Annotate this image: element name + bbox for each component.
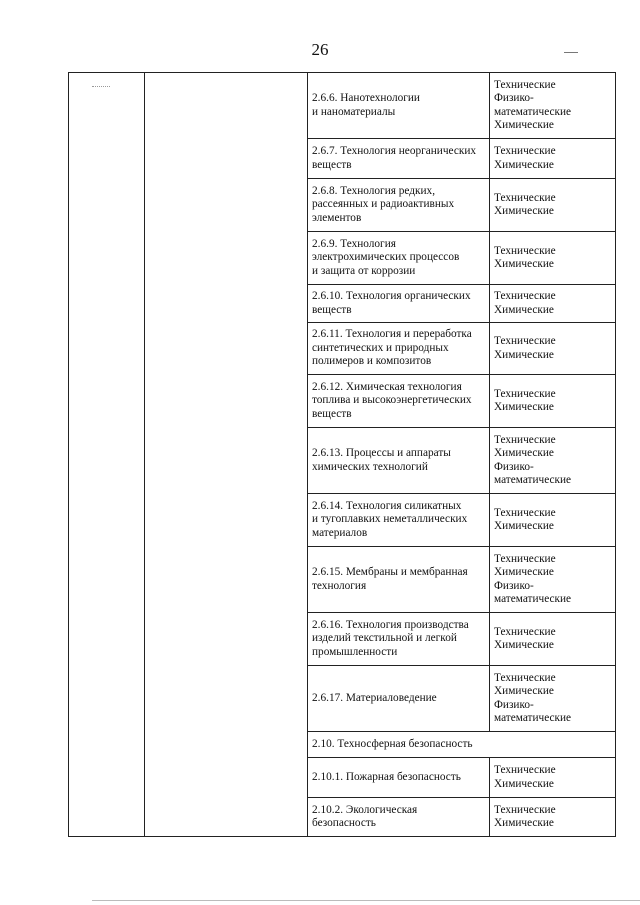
specialties-table [68,72,616,837]
specialty-line: 2.6.10. Технология органических [312,290,471,303]
specialty-cell [308,666,490,732]
specialty-cell [308,139,490,179]
science-line: математические [494,592,572,605]
sciences-cell [490,798,616,837]
science-line: Технические [494,552,556,565]
specialty-cell [308,494,490,547]
sciences-cell [490,375,616,428]
science-line: Химические [494,566,554,579]
specialty-line: и защита от коррозии [312,264,416,277]
specialty-cell [308,375,490,428]
science-line: Химические [494,685,554,698]
specialty-cell [308,547,490,613]
science-line: Химические [494,158,554,171]
specialty-line: и тугоплавких неметаллических [312,513,468,526]
specialty-line: безопасность [312,817,376,829]
science-line: Технические [494,671,556,684]
specialty-line: 2.6.12. Химическая технология [312,380,462,393]
science-line: математические [494,105,572,118]
science-line: Химические [494,348,554,361]
science-line: Химические [494,303,554,316]
science-line: Технические [494,625,556,638]
specialty-line: элементов [312,211,362,224]
specialty-line: 2.6.9. Технология [312,237,396,250]
science-line: Технические [494,387,556,400]
specialty-line: материалов [312,526,368,539]
specialty-line: электрохимических процессов [312,251,460,264]
science-line: Технические [494,764,556,777]
specialty-line: 2.6.16. Технология производства [312,618,469,631]
specialty-line: 2.6.14. Технология силикатных [312,499,462,512]
specialty-cell [308,613,490,666]
sciences-cell [490,139,616,179]
specialty-line: изделий текстильной и легкой [312,632,457,645]
science-line: Химические [494,777,554,790]
sciences-cell [490,428,616,494]
science-line: Химические [494,817,554,829]
specialty-line: 2.6.15. Мембраны и мембранная [312,566,468,579]
science-line: Химические [494,205,554,217]
group-heading: 2.10. Техносферная безопасность [312,737,473,750]
science-line: Химические [494,258,554,270]
specialty-line: веществ [312,407,352,420]
specialty-line: промышленности [312,645,398,658]
sciences-cell [490,179,616,232]
column-number-cell [69,73,145,837]
specialty-line: технология [312,579,367,592]
sciences-cell [490,758,616,798]
sciences-cell [490,547,616,613]
science-line: Химические [494,118,554,131]
science-line: Технические [494,433,556,446]
table-row [69,73,616,139]
specialty-cell [308,285,490,323]
sciences-cell [490,285,616,323]
science-line: математические [494,473,572,486]
specialty-cell [308,73,490,139]
sciences-cell [490,73,616,139]
specialty-cell [308,179,490,232]
scan-edge-line [92,900,640,901]
sciences-cell [490,494,616,547]
specialty-cell [308,428,490,494]
specialty-line: 2.6.8. Технология редких, [312,184,436,197]
science-line: Технические [494,506,556,519]
science-line: Химические [494,447,554,460]
specialty-line: 2.6.17. Материаловедение [312,691,437,704]
sciences-cell [490,613,616,666]
science-line: Технические [494,803,556,816]
science-line: Химические [494,520,554,532]
specialty-line: и наноматериалы [312,105,396,118]
specialty-line: химических технологий [312,460,428,473]
specialty-line: 2.10.2. Экологическая [312,803,418,816]
specialty-line: рассеянных и радиоактивных [312,198,455,211]
science-line: Технические [494,145,556,158]
specialty-cell [308,232,490,285]
specialties-table-body [69,73,616,837]
sciences-cell [490,232,616,285]
science-line: Технические [494,78,556,91]
science-line: Химические [494,401,554,413]
science-line: Физико- [494,698,534,711]
specialty-cell [308,323,490,375]
sciences-cell [490,323,616,375]
science-line: Технические [494,191,556,204]
specialty-line: полимеров и композитов [312,355,432,368]
science-line: Технические [494,244,556,257]
page-number: 26 [311,40,329,59]
science-line: Физико- [494,92,534,105]
specialty-line: 2.6.7. Технология неорганических [312,145,477,158]
specialty-line: 2.10.1. Пожарная безопасность [312,770,461,783]
science-line: Физико- [494,460,534,473]
science-line: Технические [494,335,556,348]
specialty-line: синтетических и природных [312,341,449,354]
specialty-cell [308,758,490,798]
specialty-line: 2.6.6. Нанотехнологии [312,92,420,105]
specialty-line: топлива и высокоэнергетических [312,394,472,407]
science-line: Технические [494,290,556,303]
specialty-line: веществ [312,158,352,171]
header-mark [564,52,578,53]
specialty-cell [308,798,490,837]
specialty-line: веществ [312,303,352,316]
sciences-cell [490,666,616,732]
specialty-line: 2.6.13. Процессы и аппараты [312,447,451,460]
science-line: математические [494,711,572,724]
science-line: Химические [494,639,554,651]
specialty-line: 2.6.11. Технология и переработка [312,328,472,341]
science-line: Физико- [494,579,534,592]
group-heading-cell [308,732,616,758]
column-group-cell [145,73,308,837]
